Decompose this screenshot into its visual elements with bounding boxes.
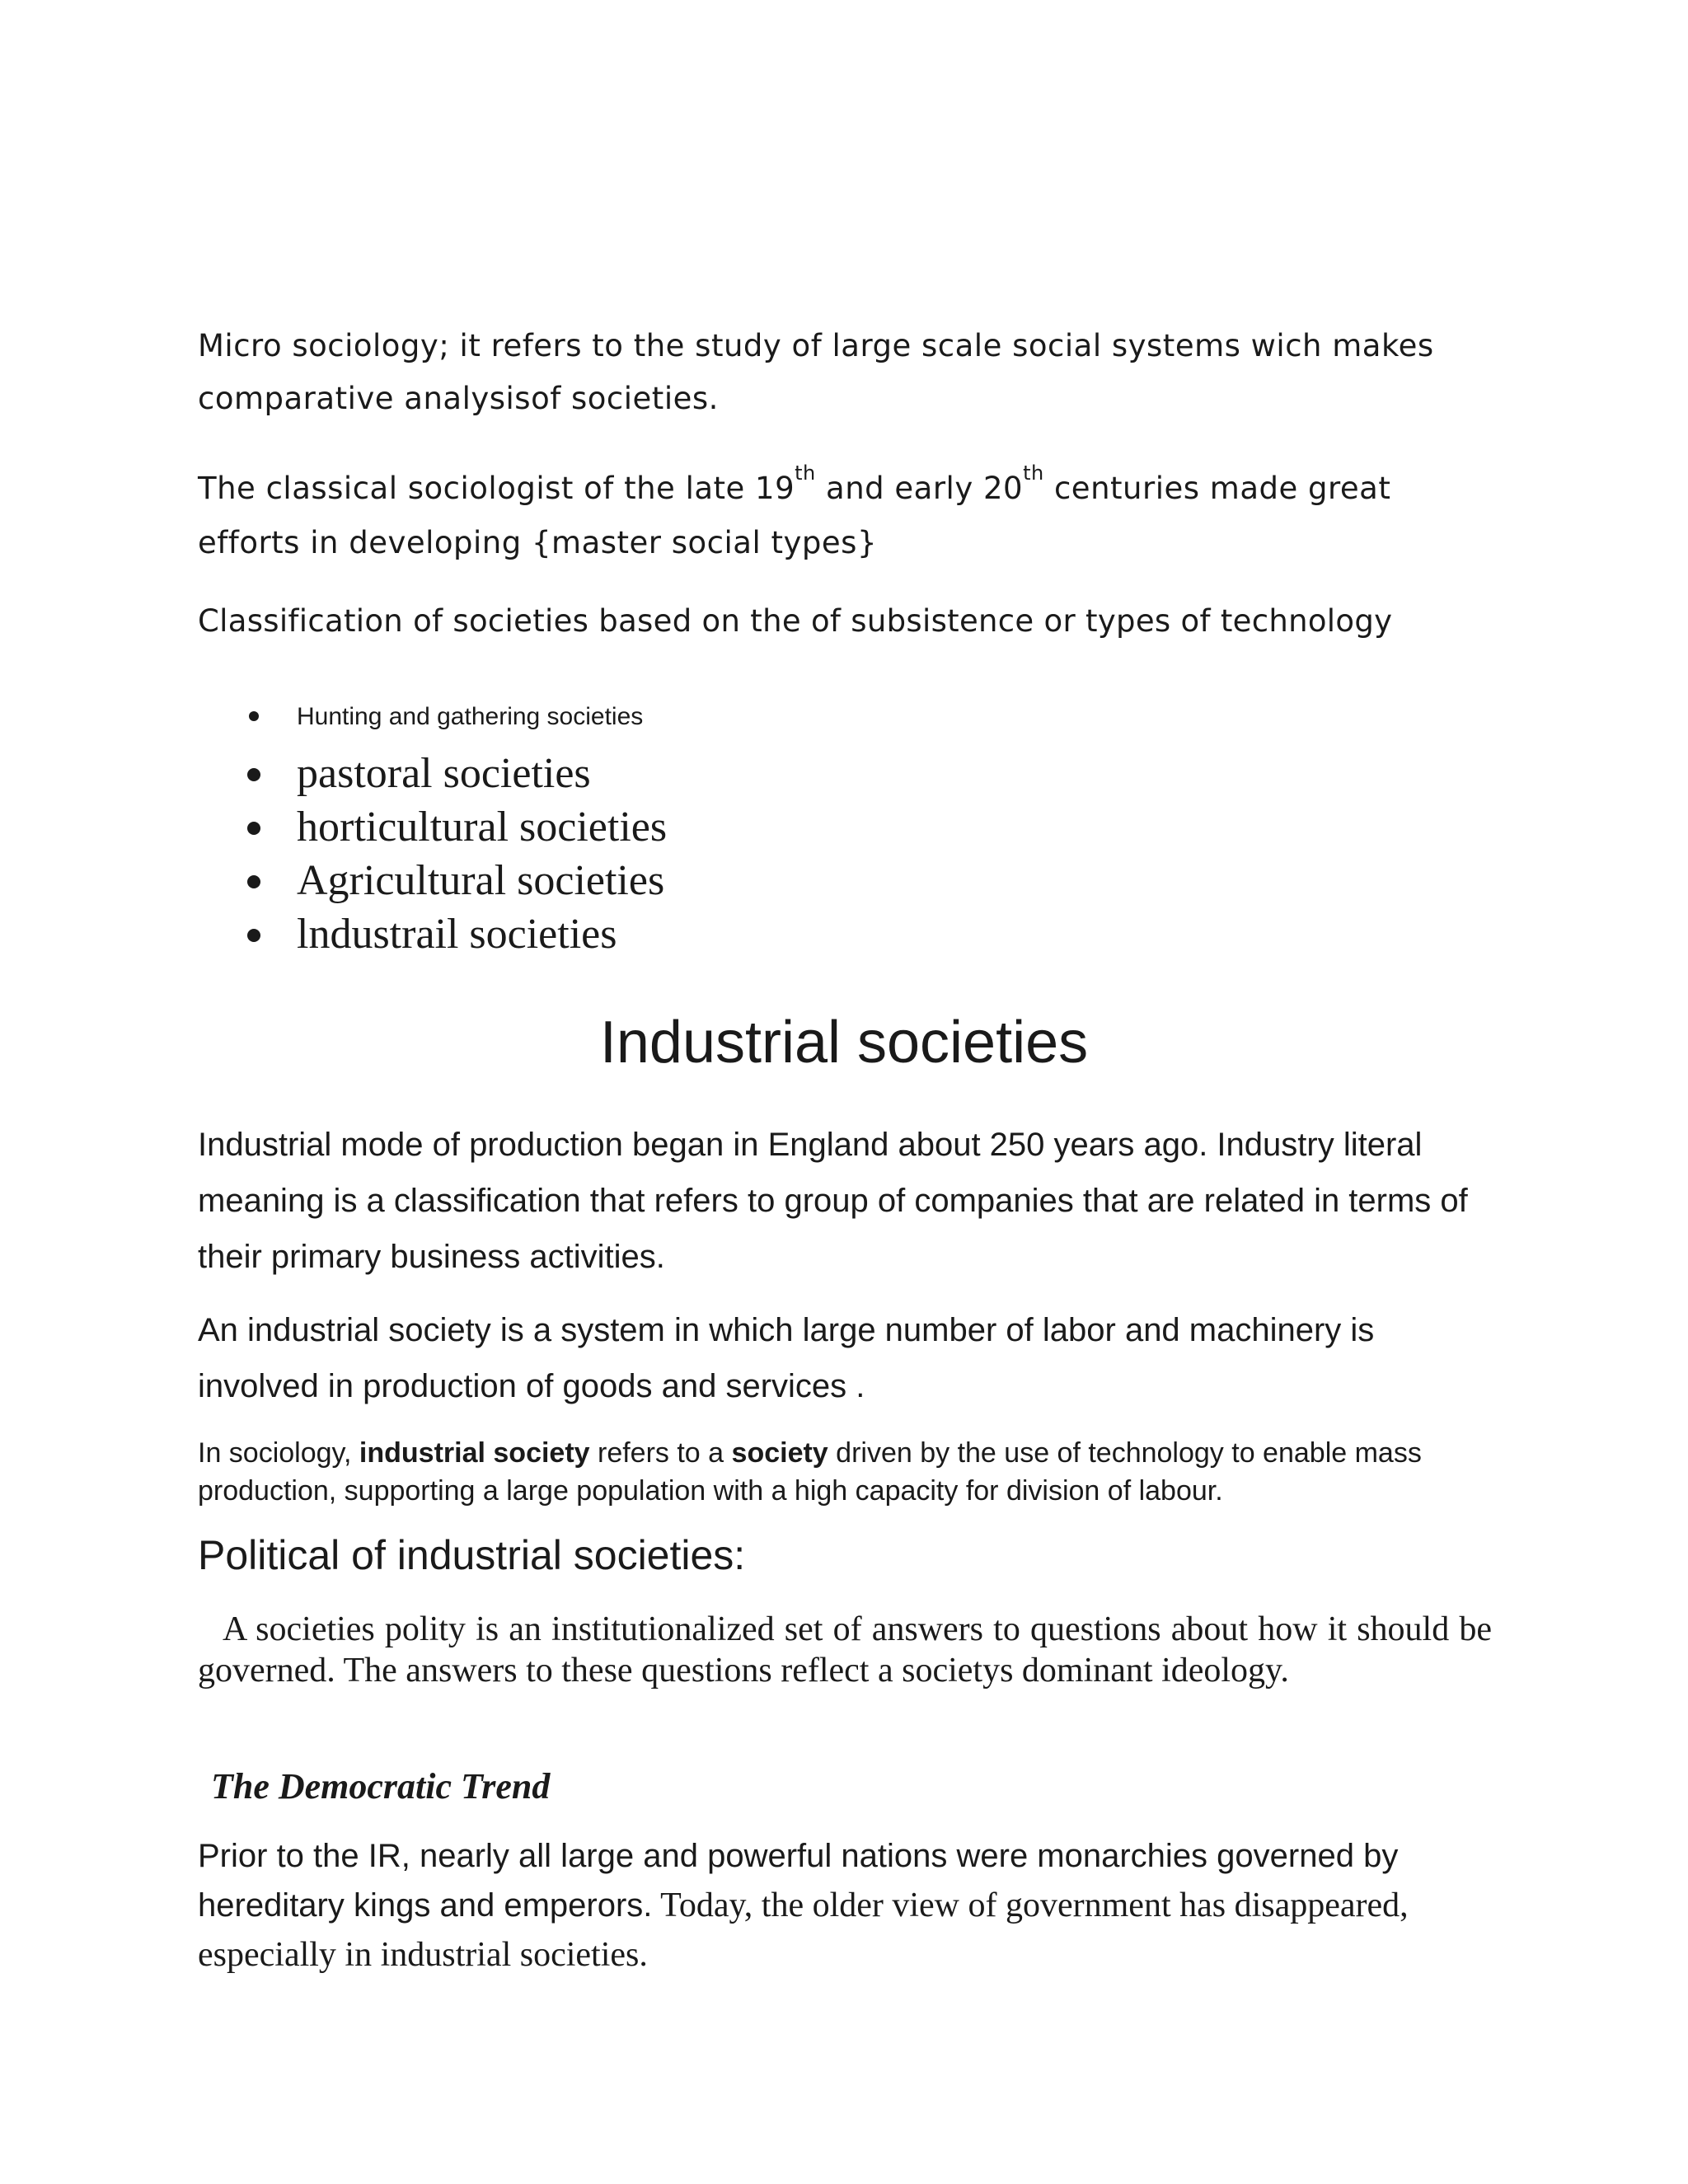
intro-paragraph: Micro sociology; it refers to the study of large scale social systems wich makes comparative analysisof societies. — [198, 328, 1434, 416]
list-item: Agricultural societies — [231, 854, 667, 907]
classical-text-1: The classical sociologist of the late 19 — [198, 471, 795, 506]
bold-society: society — [731, 1437, 828, 1469]
polity-paragraph: A societies polity is an institutionalized set of answers to questions about how it should be governed. The answers to these questions reflect a societys dominant ideology. — [198, 1610, 1492, 1690]
industrial-society-definition: An industrial society is a system in which large number of labor and machinery is involved in production of goods and services . — [198, 1312, 1375, 1404]
society-types-list — [231, 701, 667, 961]
list-item: pastoral societies — [231, 747, 667, 800]
classification-paragraph: Classification of societies based on the of subsistence or types of technology — [198, 603, 1393, 639]
political-heading: Political of industrial societies: — [198, 1532, 746, 1578]
today-text: Today, the older view of government has disappeared, especially in industrial societies. — [198, 1886, 1409, 1974]
industrial-mode-paragraph: Industrial mode of production began in England about 250 years ago. Industry literal meaning is a classification that refers to group of companies that are related in terms of their primary business activities. — [198, 1127, 1468, 1275]
classical-sociologist-paragraph — [198, 462, 1500, 570]
prior-text: Prior to the IR, nearly all large and powerful nations were monarchies governed by hereditary kings and emperors. — [198, 1838, 1399, 1924]
list-item: lndustrail societies — [231, 907, 667, 961]
sociology-text-2: refers to a — [589, 1437, 732, 1469]
sociology-text-1: In sociology, — [198, 1437, 359, 1469]
bold-industrial-society: industrial society — [359, 1437, 590, 1469]
list-item: Hunting and gathering societies — [231, 701, 667, 747]
superscript-th-1: th — [795, 461, 816, 485]
sociology-definition-paragraph — [198, 1434, 1517, 1510]
superscript-th-2: th — [1023, 461, 1044, 485]
classical-text-2: and early 20 — [815, 471, 1024, 506]
democratic-trend-paragraph — [198, 1831, 1517, 1980]
democratic-trend-heading: The Democratic Trend — [211, 1766, 551, 1807]
industrial-societies-heading: Industrial societies — [599, 1010, 1089, 1076]
list-item: horticultural societies — [231, 800, 667, 854]
sociology-text-3: driven by the use of technology to enable mass production, supporting a large population with a high capacity for division of labour. — [198, 1437, 1422, 1507]
classical-text-3: centuries made great efforts in developing {master social types} — [198, 471, 1391, 560]
